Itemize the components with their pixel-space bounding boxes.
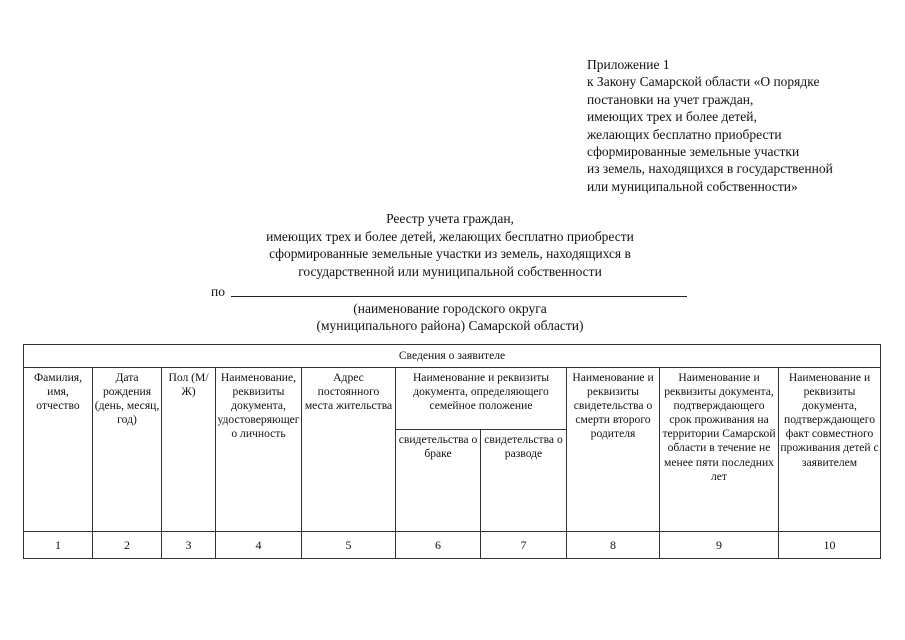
table-header-row bbox=[24, 368, 881, 430]
header-identity-document: Наименование, реквизиты документа, удостоверяющего личность bbox=[216, 368, 302, 532]
appendix-line: к Закону Самарской области «О порядке bbox=[587, 74, 820, 90]
header-marriage-certificate: свидетельства о браке bbox=[396, 430, 481, 532]
column-number: 3 bbox=[162, 532, 216, 559]
header-birth-date: Дата рождения (день, месяц, год) bbox=[93, 368, 162, 532]
title-line: государственной или муниципальной собственности bbox=[298, 263, 602, 279]
header-address: Адрес постоянного места жительства bbox=[302, 368, 396, 532]
po-label: по bbox=[211, 284, 225, 299]
column-number: 2 bbox=[93, 532, 162, 559]
table-number-row bbox=[24, 532, 881, 559]
column-number: 6 bbox=[396, 532, 481, 559]
header-divorce-certificate: свидетельства о разводе bbox=[481, 430, 567, 532]
municipality-blank-line bbox=[231, 296, 687, 297]
section-header-cell: Сведения о заявителе bbox=[24, 345, 881, 368]
appendix-line: сформированные земельные участки bbox=[587, 144, 800, 160]
appendix-line: Приложение 1 bbox=[587, 57, 670, 72]
title-line: сформированные земельные участки из земель, находящихся в bbox=[269, 246, 631, 262]
table-section-row bbox=[24, 345, 881, 368]
column-number: 1 bbox=[24, 532, 93, 559]
column-number: 5 bbox=[302, 532, 396, 559]
title-line: имеющих трех и более детей, желающих бесплатно приобрести bbox=[266, 228, 634, 244]
header-residence-period-document: Наименование и реквизиты документа, подтверждающего срок проживания на территории Самарской области в течение не менее пяти последних лет bbox=[660, 368, 779, 532]
header-cohabitation-document: Наименование и реквизиты документа, подтверждающего факт совместного проживания детей с заявителем bbox=[779, 368, 881, 532]
column-number: 10 bbox=[779, 532, 881, 559]
header-full-name: Фамилия, имя, отчество bbox=[24, 368, 93, 532]
column-number: 7 bbox=[481, 532, 567, 559]
appendix-line: или муниципальной собственности» bbox=[587, 178, 798, 194]
caption-line: (муниципального района) Самарской области) bbox=[316, 318, 584, 334]
caption-line: (наименование городского округа bbox=[353, 301, 547, 316]
header-sex: Пол (М/Ж) bbox=[162, 368, 216, 532]
header-marital-status-document: Наименование и реквизиты документа, определяющего семейное положение bbox=[396, 368, 567, 430]
appendix-line: желающих бесплатно приобрести bbox=[587, 126, 782, 142]
registry-table bbox=[23, 344, 881, 559]
appendix-line: имеющих трех и более детей, bbox=[587, 109, 757, 125]
column-number: 9 bbox=[660, 532, 779, 559]
column-number: 4 bbox=[216, 532, 302, 559]
column-number: 8 bbox=[567, 532, 660, 559]
title-line: Реестр учета граждан, bbox=[386, 211, 514, 226]
appendix-block bbox=[587, 56, 887, 195]
appendix-line: из земель, находящихся в государственной bbox=[587, 161, 833, 177]
header-death-certificate: Наименование и реквизиты свидетельства о смерти второго родителя bbox=[567, 368, 660, 532]
appendix-line: постановки на учет граждан, bbox=[587, 91, 754, 107]
municipality-caption bbox=[260, 300, 640, 335]
document-title bbox=[160, 210, 740, 280]
